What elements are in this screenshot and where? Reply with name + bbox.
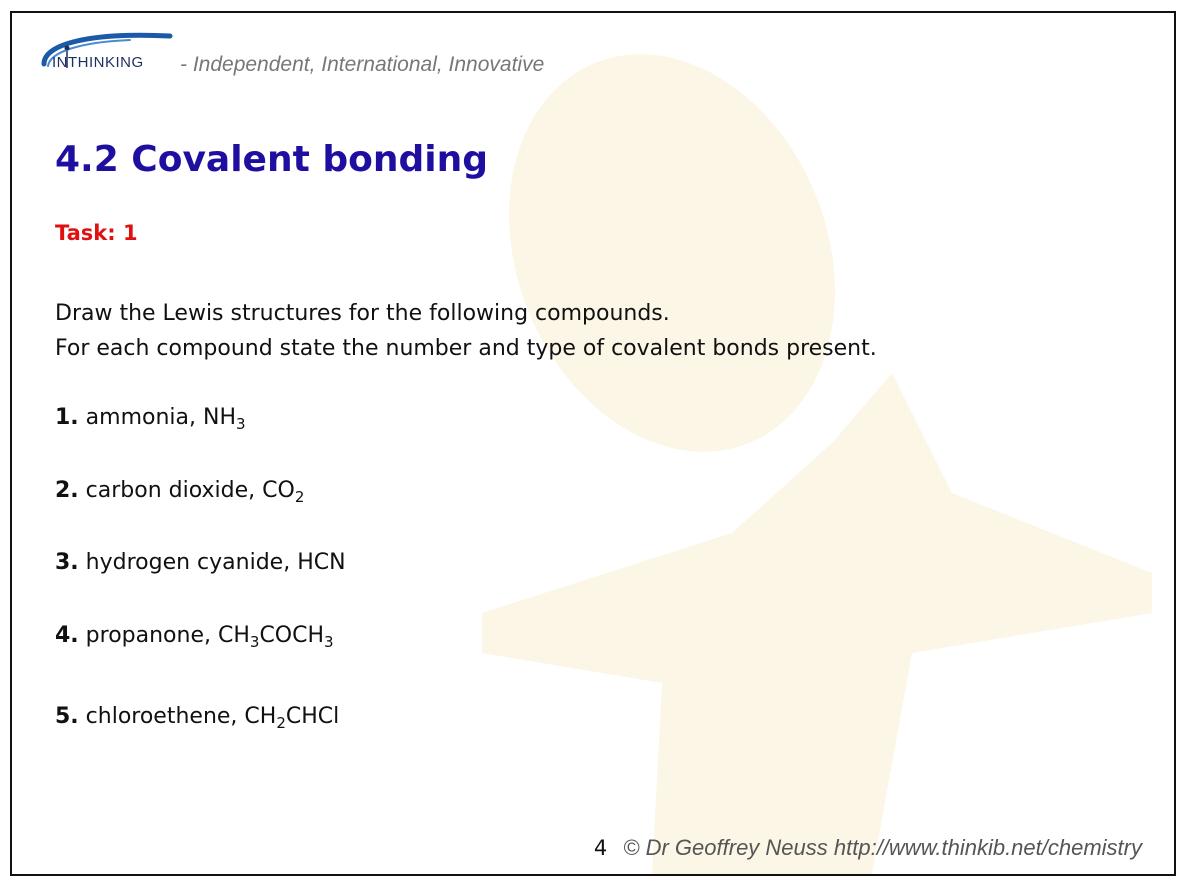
formula-subscript: 2 bbox=[294, 488, 305, 506]
page-title: 4.2 Covalent bonding bbox=[55, 139, 488, 180]
compound-name: carbon dioxide, bbox=[85, 478, 263, 503]
formula-text: CHCl bbox=[285, 704, 340, 729]
compound-formula bbox=[203, 405, 246, 433]
slide bbox=[10, 11, 1176, 876]
logo-text: INTHINKING bbox=[52, 54, 144, 71]
formula-text: CH bbox=[217, 623, 250, 648]
task-label: Task: 1 bbox=[55, 221, 138, 245]
watermark-body-shape bbox=[482, 373, 1152, 874]
compound-number: 4. bbox=[55, 623, 79, 648]
instruction-line: Draw the Lewis structures for the following compounds. bbox=[55, 301, 670, 326]
compound-number: 1. bbox=[55, 405, 79, 430]
compound-name: hydrogen cyanide, bbox=[85, 550, 298, 575]
compound-item bbox=[55, 704, 340, 732]
inthinking-logo bbox=[30, 28, 180, 72]
formula-subscript: 3 bbox=[236, 415, 246, 433]
watermark-head-shape bbox=[451, 13, 892, 501]
compound-item bbox=[55, 478, 305, 506]
compound-number: 2. bbox=[55, 478, 79, 503]
compound-item bbox=[55, 405, 246, 433]
header bbox=[30, 25, 545, 76]
compound-name: ammonia, bbox=[85, 405, 203, 430]
formula-subscript: 3 bbox=[249, 633, 260, 651]
formula-text: COCH bbox=[259, 623, 325, 648]
formula-text: CO bbox=[262, 478, 295, 503]
compound-formula bbox=[262, 478, 305, 506]
formula-subscript: 2 bbox=[276, 714, 286, 732]
instruction-line: For each compound state the number and type of covalent bonds present. bbox=[55, 336, 877, 361]
tagline: - Independent, International, Innovative bbox=[180, 53, 545, 76]
compound-formula bbox=[244, 704, 340, 732]
copyright-text: © Dr Geoffrey Neuss http://www.thinkib.net/chemistry bbox=[623, 835, 1142, 860]
compound-formula bbox=[217, 623, 334, 651]
compound-number: 3. bbox=[55, 550, 79, 575]
compound-name: chloroethene, bbox=[85, 704, 245, 729]
formula-text: HCN bbox=[297, 550, 346, 575]
instructions bbox=[55, 296, 877, 366]
formula-subscript: 3 bbox=[324, 633, 334, 651]
compound-formula bbox=[297, 550, 345, 575]
compound-number: 5. bbox=[55, 704, 79, 729]
page-number: 4 bbox=[593, 836, 608, 860]
compound-item bbox=[55, 623, 334, 651]
compound-name: propanone, bbox=[85, 623, 218, 648]
compound-item bbox=[55, 550, 346, 575]
footer bbox=[594, 835, 1142, 861]
formula-text: NH bbox=[203, 405, 236, 430]
formula-text: CH bbox=[244, 704, 277, 729]
